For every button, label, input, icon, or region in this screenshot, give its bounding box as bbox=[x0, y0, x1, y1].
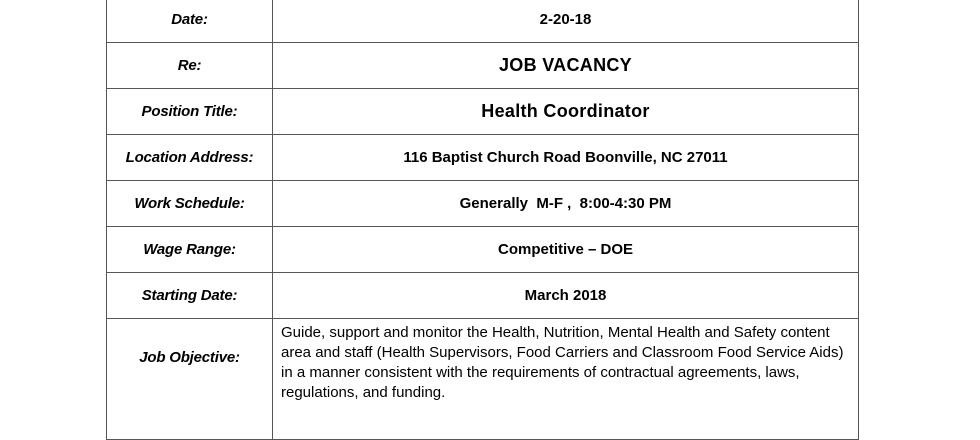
job-objective-value: Guide, support and monitor the Health, Nutrition, Mental Health and Safety content area and staff (Health Supervisors, Food Carriers and Classroom Food Service Aids) in a manner consistent with the requirements of contractual agreements, laws, regulations, and funding. bbox=[273, 319, 859, 440]
work-schedule-value: Generally M-F , 8:00-4:30 PM bbox=[273, 181, 859, 227]
starting-date-label: Starting Date: bbox=[107, 273, 273, 319]
position-title-value: Health Coordinator bbox=[273, 89, 859, 135]
row-wage-range bbox=[107, 227, 859, 273]
re-label: Re: bbox=[107, 43, 273, 89]
location-address-value: 116 Baptist Church Road Boonville, NC 27011 bbox=[273, 135, 859, 181]
row-work-schedule bbox=[107, 181, 859, 227]
location-address-label: Location Address: bbox=[107, 135, 273, 181]
position-title-label: Position Title: bbox=[107, 89, 273, 135]
wage-range-label: Wage Range: bbox=[107, 227, 273, 273]
starting-date-value: March 2018 bbox=[273, 273, 859, 319]
row-location-address bbox=[107, 135, 859, 181]
job-objective-label: Job Objective: bbox=[107, 319, 273, 440]
row-position-title bbox=[107, 89, 859, 135]
job-vacancy-table bbox=[106, 0, 859, 440]
row-date bbox=[107, 0, 859, 43]
row-starting-date bbox=[107, 273, 859, 319]
re-value: JOB VACANCY bbox=[273, 43, 859, 89]
work-schedule-label: Work Schedule: bbox=[107, 181, 273, 227]
row-re bbox=[107, 43, 859, 89]
date-value: 2-20-18 bbox=[273, 0, 859, 43]
wage-range-value: Competitive – DOE bbox=[273, 227, 859, 273]
row-job-objective bbox=[107, 319, 859, 440]
date-label: Date: bbox=[107, 0, 273, 43]
